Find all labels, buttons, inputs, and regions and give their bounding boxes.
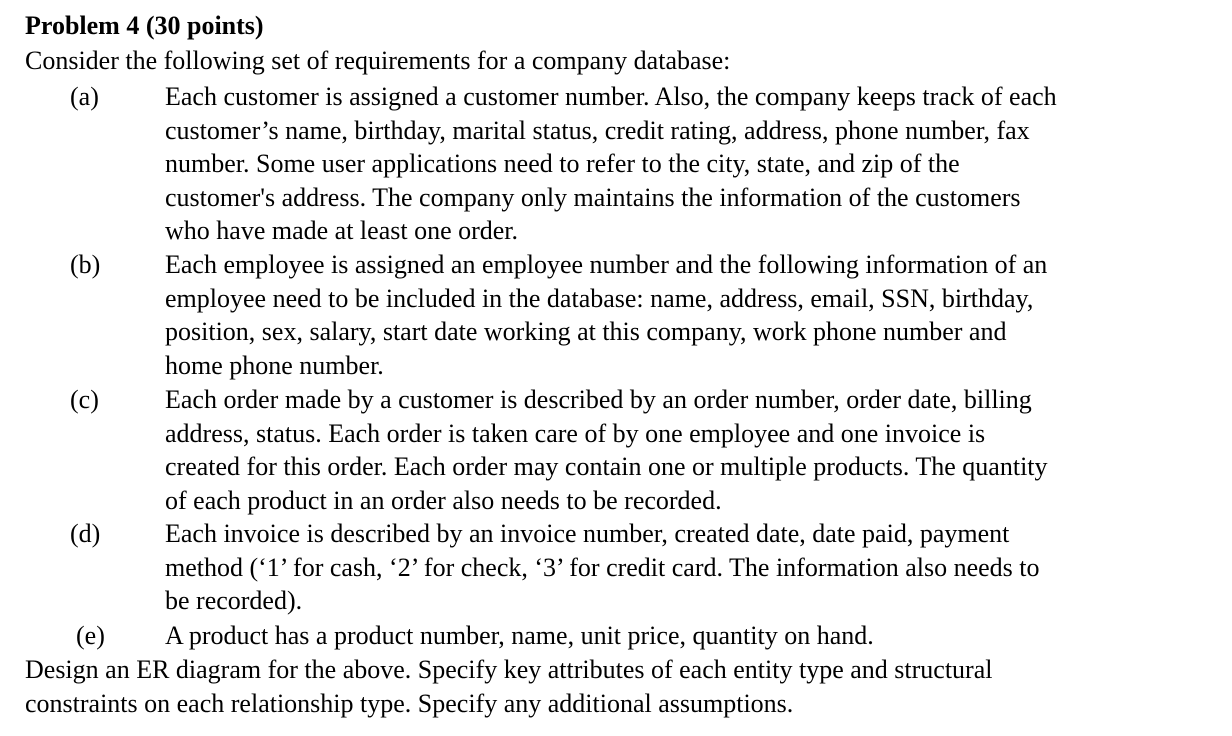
requirement-text [165, 619, 1195, 653]
requirement-label: (c) [70, 385, 99, 414]
requirement-line: Each employee is assigned an employee number and the following information of an [165, 250, 1048, 279]
requirement-line: address, status. Each order is taken care of by one employee and one invoice is [165, 418, 986, 448]
requirement-line: customer's address. The company only maintains the information of the customers [165, 182, 1021, 212]
requirement-line: method (‘1’ for cash, ‘2’ for check, ‘3’ for credit card. The information also needs to [165, 552, 1040, 582]
requirement-text [165, 517, 1195, 618]
requirement-label: (e) [76, 621, 105, 650]
requirement-text [165, 80, 1195, 248]
problem-intro: Consider the following set of requirements for a company database: [25, 46, 731, 75]
requirement-label: (a) [70, 82, 99, 111]
requirement-line: number. Some user applications need to refer to the city, state, and zip of the [165, 149, 960, 179]
requirement-label: (b) [70, 250, 101, 279]
problem-instructions [25, 653, 992, 721]
requirement-line: Each order made by a customer is described by an order number, order date, billing [165, 385, 1032, 414]
requirement-label: (d) [70, 519, 101, 548]
requirement-line: home phone number. [165, 350, 384, 380]
requirement-line: who have made at least one order. [165, 216, 519, 246]
requirement-line: position, sex, salary, start date working at this company, work phone number and [165, 317, 1007, 347]
requirement-line: of each product in an order also needs to be recorded. [165, 485, 722, 515]
requirement-line: customer’s name, birthday, marital status, credit rating, address, phone number, fax [165, 115, 1030, 145]
requirement-line: Each invoice is described by an invoice number, created date, date paid, payment [165, 519, 1010, 548]
requirement-line: created for this order. Each order may contain one or multiple products. The quantity [165, 452, 1048, 482]
requirement-line: Each customer is assigned a customer number. Also, the company keeps track of each [165, 82, 1057, 111]
requirement-line: employee need to be included in the database: name, address, email, SSN, birthday, [165, 283, 1034, 313]
requirement-text [165, 248, 1195, 382]
problem-title: Problem 4 (30 points) [25, 11, 264, 40]
instruction-line: Design an ER diagram for the above. Specify key attributes of each entity type and structural [25, 655, 993, 684]
requirement-line: A product has a product number, name, unit price, quantity on hand. [165, 621, 874, 650]
instruction-line: constraints on each relationship type. Specify any additional assumptions. [25, 689, 794, 718]
requirement-text [165, 383, 1195, 517]
requirement-line: be recorded). [165, 586, 303, 616]
